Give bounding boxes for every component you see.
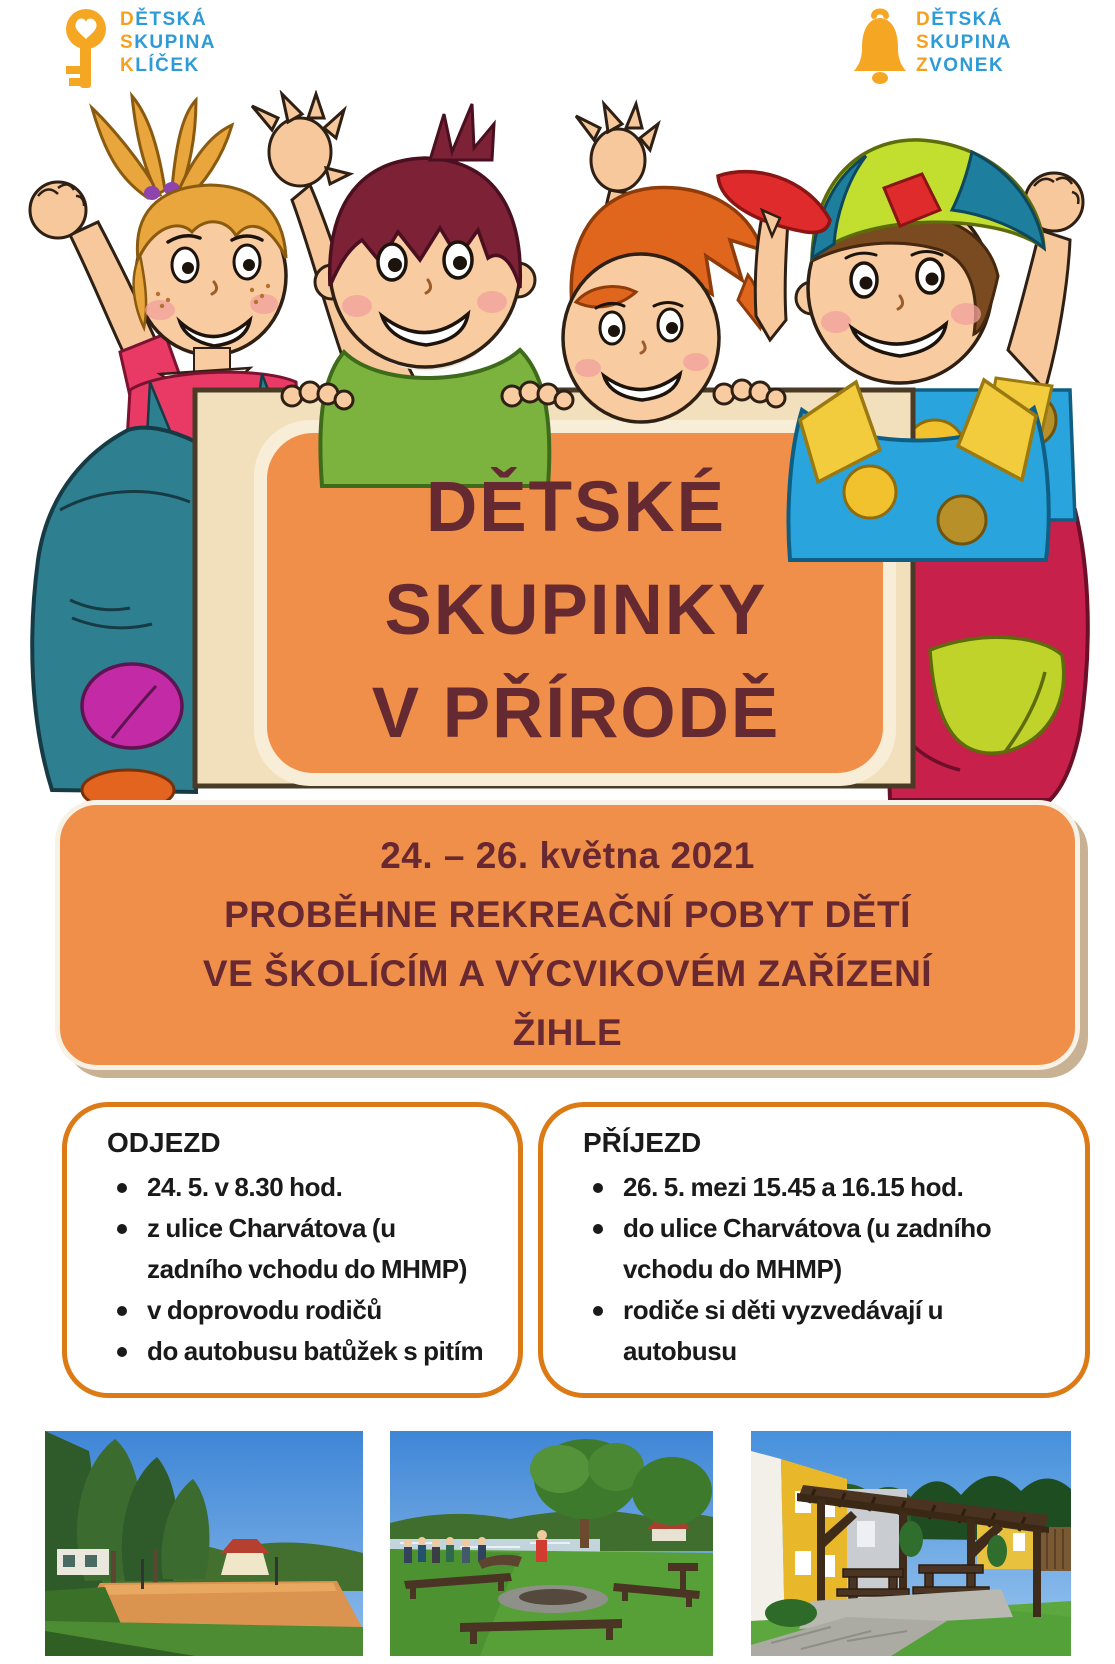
bullet-icon [593, 1306, 603, 1316]
list-item: v doprovodu rodičů [107, 1290, 492, 1331]
list-item: do autobusu batůžek s pitím [107, 1331, 492, 1372]
key-icon [60, 8, 112, 92]
departure-heading: ODJEZD [107, 1127, 221, 1158]
departure-list [107, 1167, 492, 1372]
logo-klicek [60, 8, 216, 92]
banner-place: ŽIHLE [512, 1012, 623, 1053]
bullet-icon [117, 1183, 127, 1193]
title-line-3: V PŘÍRODĚ [371, 674, 781, 753]
photo-volleyball-court [45, 1431, 363, 1656]
list-item: z ulice Charvátova (u zadního vchodu do MHMP) [107, 1208, 492, 1290]
bullet-icon [117, 1224, 127, 1234]
cartoon-boy-orange [563, 104, 762, 422]
title-line-2: SKUPINKY [384, 571, 768, 650]
banner-date: 24. – 26. května 2021 [380, 835, 755, 876]
banner-line: PROBĚHNE REKREAČNÍ POBYT DĚTÍ [224, 894, 911, 935]
list-item: rodiče si děti vyzvedávají u autobusu [583, 1290, 1059, 1372]
photo-campfire-lake [390, 1431, 713, 1656]
poster-title [268, 456, 884, 766]
departure-box [62, 1102, 523, 1398]
bullet-icon [117, 1347, 127, 1357]
bullet-icon [593, 1224, 603, 1234]
list-item: 26. 5. mezi 15.45 a 16.15 hod. [583, 1167, 1059, 1208]
logo-line: ZVONEK [916, 55, 1005, 76]
list-item: 24. 5. v 8.30 hod. [107, 1167, 492, 1208]
list-item: do ulice Charvátova (u zadního vchodu do MHMP) [583, 1208, 1059, 1290]
event-banner [55, 800, 1080, 1070]
arrival-heading: PŘÍJEZD [583, 1127, 702, 1158]
title-line-1: DĚTSKÉ [426, 468, 726, 547]
logo-klicek-text [120, 8, 216, 77]
arrival-box [538, 1102, 1090, 1398]
logo-line: KLÍČEK [120, 55, 200, 76]
logo-line: DĚTSKÁ [120, 9, 208, 30]
logo-line: DĚTSKÁ [916, 9, 1004, 30]
logo-line: SKUPINA [120, 32, 217, 53]
logo-line: SKUPINA [916, 32, 1013, 53]
banner-line: VE ŠKOLÍCÍM A VÝCVIKOVÉM ZAŘÍZENÍ [202, 953, 933, 994]
photo-pergola [751, 1431, 1071, 1656]
logo-zvonek [852, 8, 1012, 88]
bell-icon [852, 8, 908, 88]
bullet-icon [593, 1183, 603, 1193]
arrival-list [583, 1167, 1059, 1372]
logo-zvonek-text [916, 8, 1012, 77]
bullet-icon [117, 1306, 127, 1316]
